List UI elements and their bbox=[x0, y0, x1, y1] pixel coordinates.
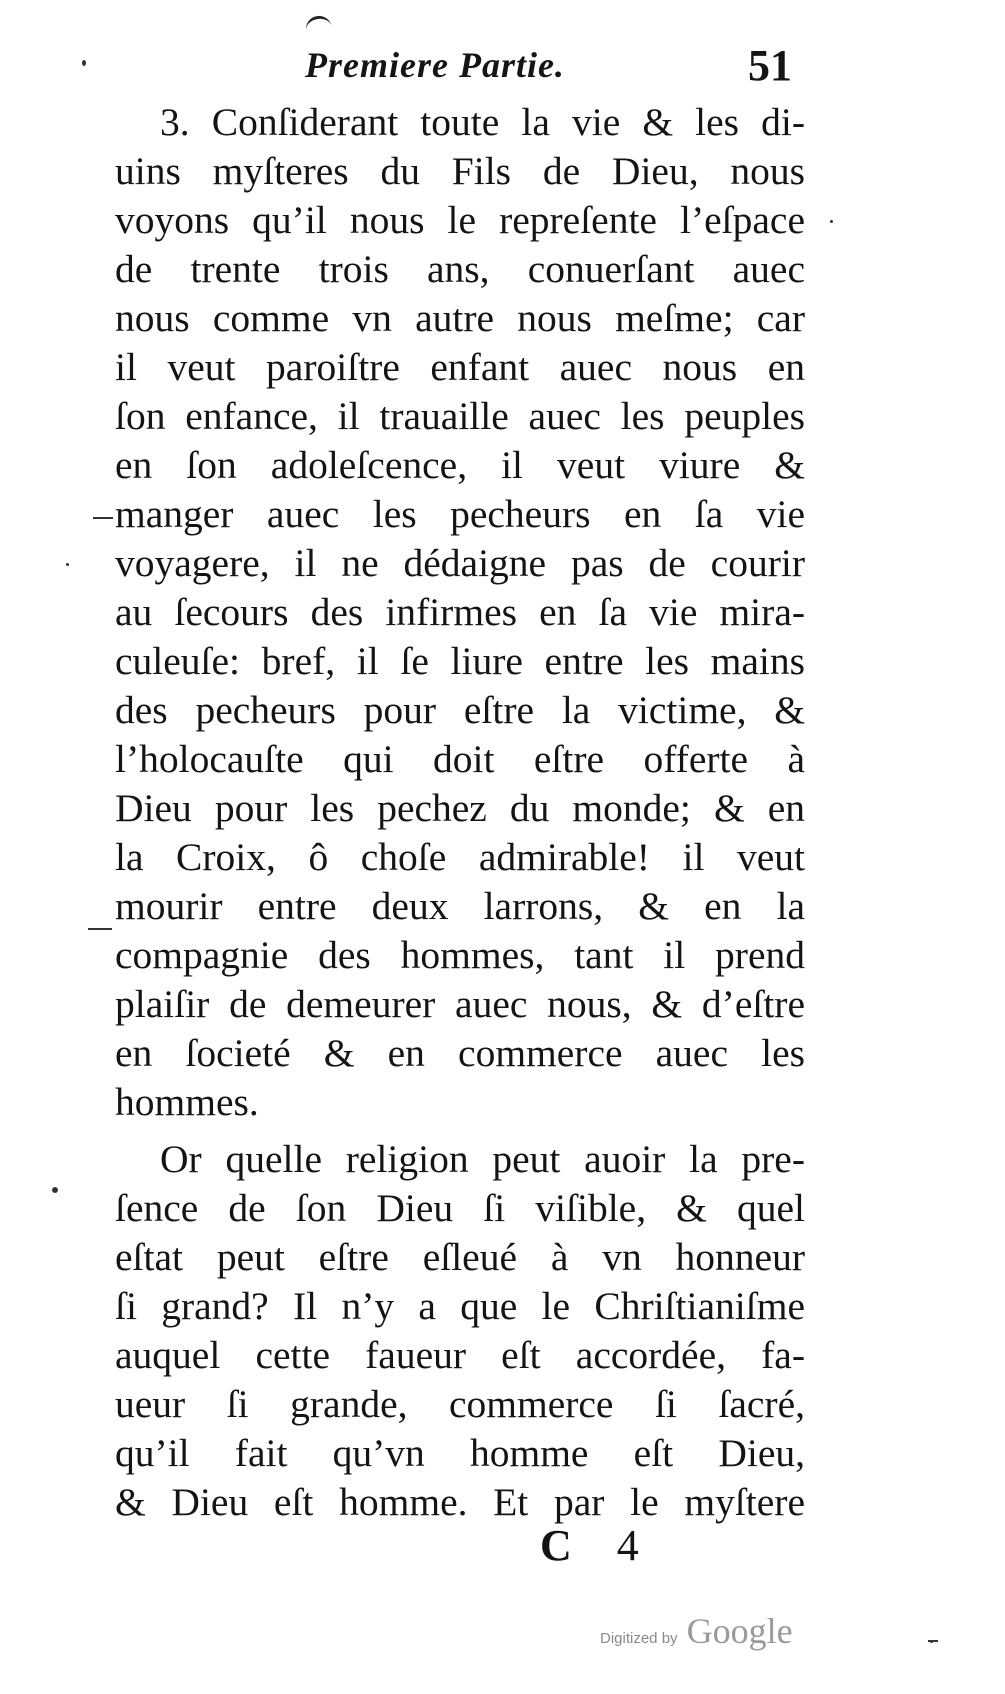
text-line: des pecheurs pour eſtre la victime, & bbox=[115, 688, 805, 732]
text-line: 3. Conſiderant toute la vie & les di- bbox=[160, 100, 805, 144]
text-line: qu’il fait qu’vn homme eſt Dieu, bbox=[115, 1431, 805, 1475]
text-line: auquel cette faueur eſt accordée, fa- bbox=[115, 1333, 805, 1377]
text-line: manger auec les pecheurs en ſa vie bbox=[115, 492, 805, 536]
scan-speck bbox=[66, 563, 69, 566]
signature-mark bbox=[540, 1520, 639, 1571]
signature-number: 4 bbox=[616, 1521, 639, 1570]
text-line: uins myſteres du Fils de Dieu, nous bbox=[115, 149, 805, 193]
text-line: Or quelle religion peut auoir la pre- bbox=[160, 1137, 805, 1181]
text-line: ſi grand? Il n’y a que le Chriſtianiſme bbox=[115, 1284, 805, 1328]
scan-speck bbox=[82, 60, 86, 66]
text-line: voyons qu’il nous le repreſente l’eſpace bbox=[115, 198, 805, 242]
text-line: en ſocieté & en commerce auec les bbox=[115, 1031, 805, 1075]
running-head: Premiere Partie. bbox=[305, 45, 565, 85]
text-line: Dieu pour les pechez du monde; & en bbox=[115, 786, 805, 830]
watermark-brand: Google bbox=[686, 1611, 793, 1651]
watermark-caption: Digitized by bbox=[600, 1630, 678, 1647]
text-line: culeuſe: bref, il ſe liure entre les mains bbox=[115, 639, 805, 683]
margin-mark bbox=[93, 517, 113, 519]
text-line: ſence de ſon Dieu ſi viſible, & quel bbox=[115, 1186, 805, 1230]
text-line: il veut paroiſtre enfant auec nous en bbox=[115, 345, 805, 389]
text-line: ueur ſi grande, commerce ſi ſacré, bbox=[115, 1382, 805, 1426]
text-line: l’holocauſte qui doit eſtre offerte à bbox=[115, 737, 805, 781]
text-line: mourir entre deux larrons, & en la bbox=[115, 884, 805, 928]
signature-letter: C bbox=[540, 1521, 572, 1570]
header-ornament bbox=[304, 14, 332, 33]
text-line: la Croix, ô choſe admirable! il veut bbox=[115, 835, 805, 879]
margin-mark bbox=[88, 928, 112, 930]
page-number: 51 bbox=[748, 41, 792, 90]
text-line: au ſecours des infirmes en ſa vie mira- bbox=[115, 590, 805, 634]
text-line: eſtat peut eſtre eſleué à vn honneur bbox=[115, 1235, 805, 1279]
text-line: hommes. bbox=[115, 1080, 259, 1124]
text-line: plaiſir de demeurer auec nous, & d’eſtre bbox=[115, 982, 805, 1026]
text-line: en ſon adoleſcence, il veut viure & bbox=[115, 443, 805, 487]
scan-speck bbox=[52, 1187, 58, 1193]
text-line: de trente trois ans, conuerſant auec bbox=[115, 247, 805, 291]
text-line: compagnie des hommes, tant il prend bbox=[115, 933, 805, 977]
text-line: ſon enfance, il trauaille auec les peuples bbox=[115, 394, 805, 438]
scan-speck bbox=[830, 220, 833, 223]
text-line: voyagere, il ne dédaigne pas de courir bbox=[115, 541, 805, 585]
digitization-watermark bbox=[600, 1610, 793, 1652]
body-text bbox=[115, 98, 805, 1527]
text-line: nous comme vn autre nous meſme; car bbox=[115, 296, 805, 340]
margin-mark bbox=[928, 1640, 938, 1642]
paragraph-gap bbox=[115, 1127, 805, 1135]
text-line: & Dieu eſt homme. Et par le myſtere bbox=[115, 1480, 805, 1524]
